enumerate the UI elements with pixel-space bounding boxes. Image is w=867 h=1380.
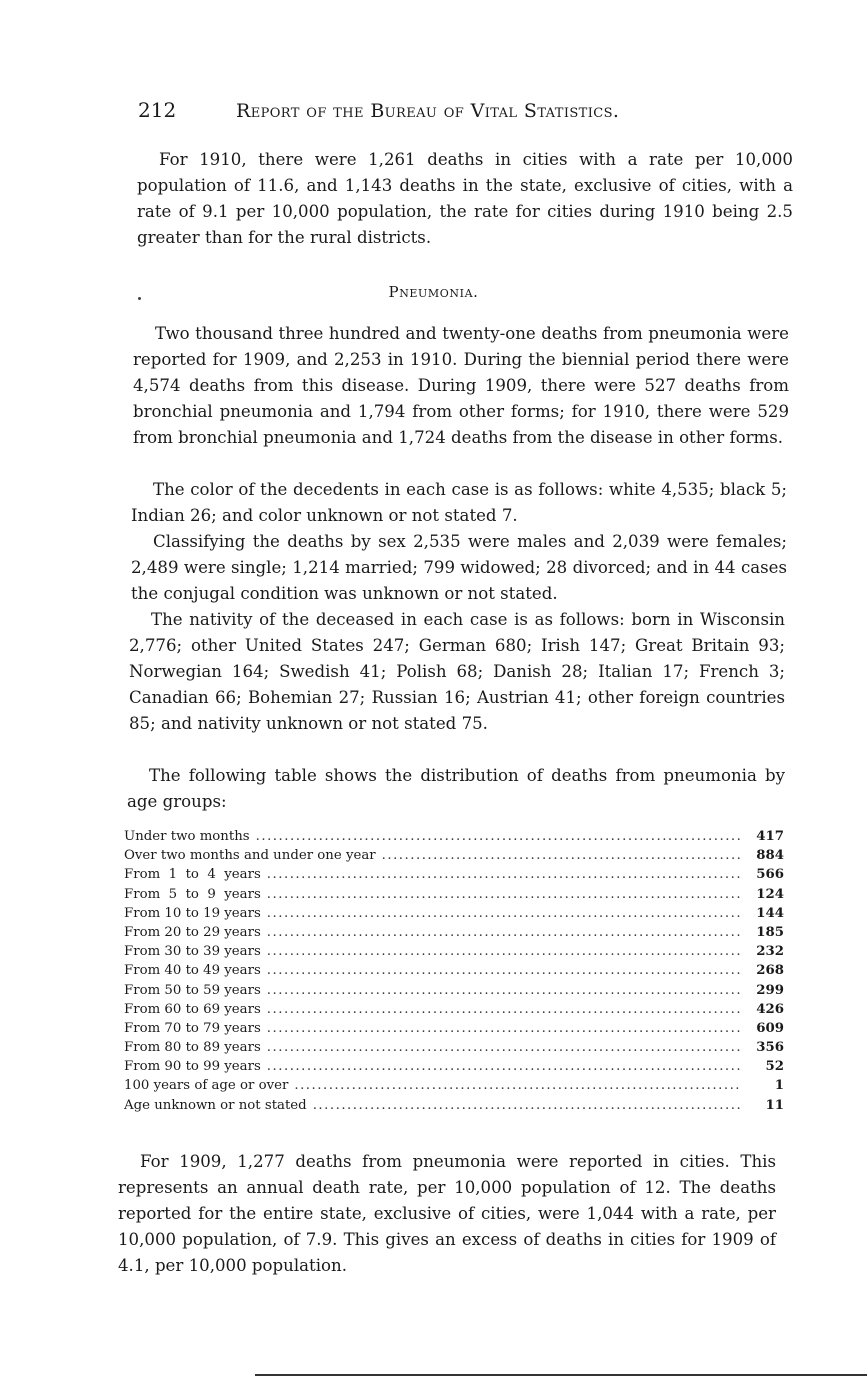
table-row (124, 1059, 784, 1078)
age-label: From 50 to 59 years (124, 982, 261, 998)
table-row (124, 906, 784, 925)
paragraph-sex: Classifying the deaths by sex 2,535 were males and 2,039 were females; 2,489 were single; 1,214 married; 799 widowed; 28 divorced; and in 44 cases the conjugal condition was unknown or not stated. (131, 532, 787, 603)
table-row (124, 944, 784, 963)
death-count: 356 (756, 1040, 784, 1056)
age-label: From 30 to 39 years (124, 944, 261, 960)
print-speck (138, 297, 141, 300)
age-label: Under two months (124, 829, 250, 844)
leader-dots (294, 1078, 740, 1093)
death-count: 268 (756, 963, 784, 979)
paragraph-table-intro: The following table shows the distribution of deaths from pneumonia by age groups: (127, 766, 785, 811)
death-count: 299 (756, 982, 784, 998)
age-label: From 20 to 29 years (124, 924, 261, 940)
age-label: 100 years of age or over (124, 1078, 289, 1094)
age-label: From 5 to 9 years (124, 886, 261, 902)
death-count: 1 (774, 1078, 784, 1094)
death-count: 185 (756, 924, 784, 940)
leader-dots (256, 829, 740, 844)
table-row (124, 848, 784, 867)
leader-dots (267, 963, 740, 978)
table-row (124, 887, 784, 906)
death-count: 609 (756, 1020, 784, 1036)
death-count: 124 (756, 886, 784, 902)
death-count: 144 (756, 905, 784, 921)
leader-dots (267, 925, 740, 940)
age-label: From 90 to 99 years (124, 1059, 261, 1075)
table-row (124, 1002, 784, 1021)
age-label: Age unknown or not stated (124, 1097, 307, 1113)
death-count: 52 (765, 1059, 784, 1075)
leader-dots (267, 906, 740, 921)
age-label: From 60 to 69 years (124, 1001, 261, 1017)
bottom-rule (255, 1374, 867, 1376)
leader-dots (267, 1059, 740, 1074)
leader-dots (313, 1098, 740, 1113)
leader-dots (382, 848, 740, 863)
running-head: Report of the Bureau of Vital Statistics. (236, 100, 620, 122)
death-count: 566 (756, 867, 784, 883)
section-heading: Pneumonia. (388, 283, 479, 301)
table-row (124, 867, 784, 886)
page-number: 212 (138, 98, 177, 122)
death-count: 11 (765, 1097, 784, 1113)
age-label: From 80 to 89 years (124, 1040, 261, 1056)
table-row (124, 1040, 784, 1059)
age-label: From 70 to 79 years (124, 1020, 261, 1036)
death-count: 884 (756, 848, 784, 864)
leader-dots (267, 867, 740, 882)
closing-paragraph: For 1909, 1,277 deaths from pneumonia were reported in cities. This represents an annual death rate, per 10,000 population of 12. The deaths reported for the entire state, exclusive of cities, were 1,044 with a rate, per 10,000 population, of 7.9. This gives an excess of deaths in cities for 1909 of 4.1, per 10,000 population. (118, 1152, 776, 1275)
leader-dots (267, 887, 740, 902)
table-row (124, 1021, 784, 1040)
death-count: 426 (756, 1001, 784, 1017)
leader-dots (267, 983, 740, 998)
table-row (124, 1098, 784, 1117)
age-label: From 1 to 4 years (124, 867, 261, 883)
death-count: 417 (756, 829, 784, 844)
leader-dots (267, 1040, 740, 1055)
age-label: From 10 to 19 years (124, 905, 261, 921)
death-count: 232 (756, 944, 784, 960)
table-row (124, 829, 784, 848)
age-group-table (124, 829, 784, 1117)
paragraph-color: The color of the decedents in each case is as follows: white 4,535; black 5; Indian 26; and color unknown or not stated 7. (131, 480, 787, 525)
age-label: Over two months and under one year (124, 848, 376, 864)
age-label: From 40 to 49 years (124, 963, 261, 979)
leader-dots (267, 944, 740, 959)
table-row (124, 983, 784, 1002)
intro-paragraph: For 1910, there were 1,261 deaths in cities with a rate per 10,000 population of 11.6, and 1,143 deaths in the state, exclusive of cities, with a rate of 9.1 per 10,000 population, the rate for cities during 1910 being 2.5 greater than for the rural districts. (137, 150, 793, 247)
page-header (138, 98, 698, 122)
paragraph-pneumonia-totals: Two thousand three hundred and twenty-one deaths from pneumonia were reported for 1909, and 2,253 in 1910. During the biennial period there were 4,574 deaths from this disease. During 1909, there were 527 deaths from bronchial pneumonia and 1,794 from other forms; for 1910, there were 529 from bronchial pneumonia and 1,724 deaths from the disease in other forms. (133, 324, 789, 447)
leader-dots (267, 1021, 740, 1036)
table-row (124, 1078, 784, 1097)
table-row (124, 925, 784, 944)
paragraph-nativity: The nativity of the deceased in each case is as follows: born in Wisconsin 2,776; other United States 247; German 680; Irish 147; Great Britain 93; Norwegian 164; Swedish 41; Polish 68; Danish 28; Italian 17; French 3; Canadian 66; Bohemian 27; Russian 16; Austrian 41; other foreign countries 85; and nativity unknown or not stated 75. (129, 610, 785, 733)
table-row (124, 963, 784, 982)
leader-dots (267, 1002, 740, 1017)
